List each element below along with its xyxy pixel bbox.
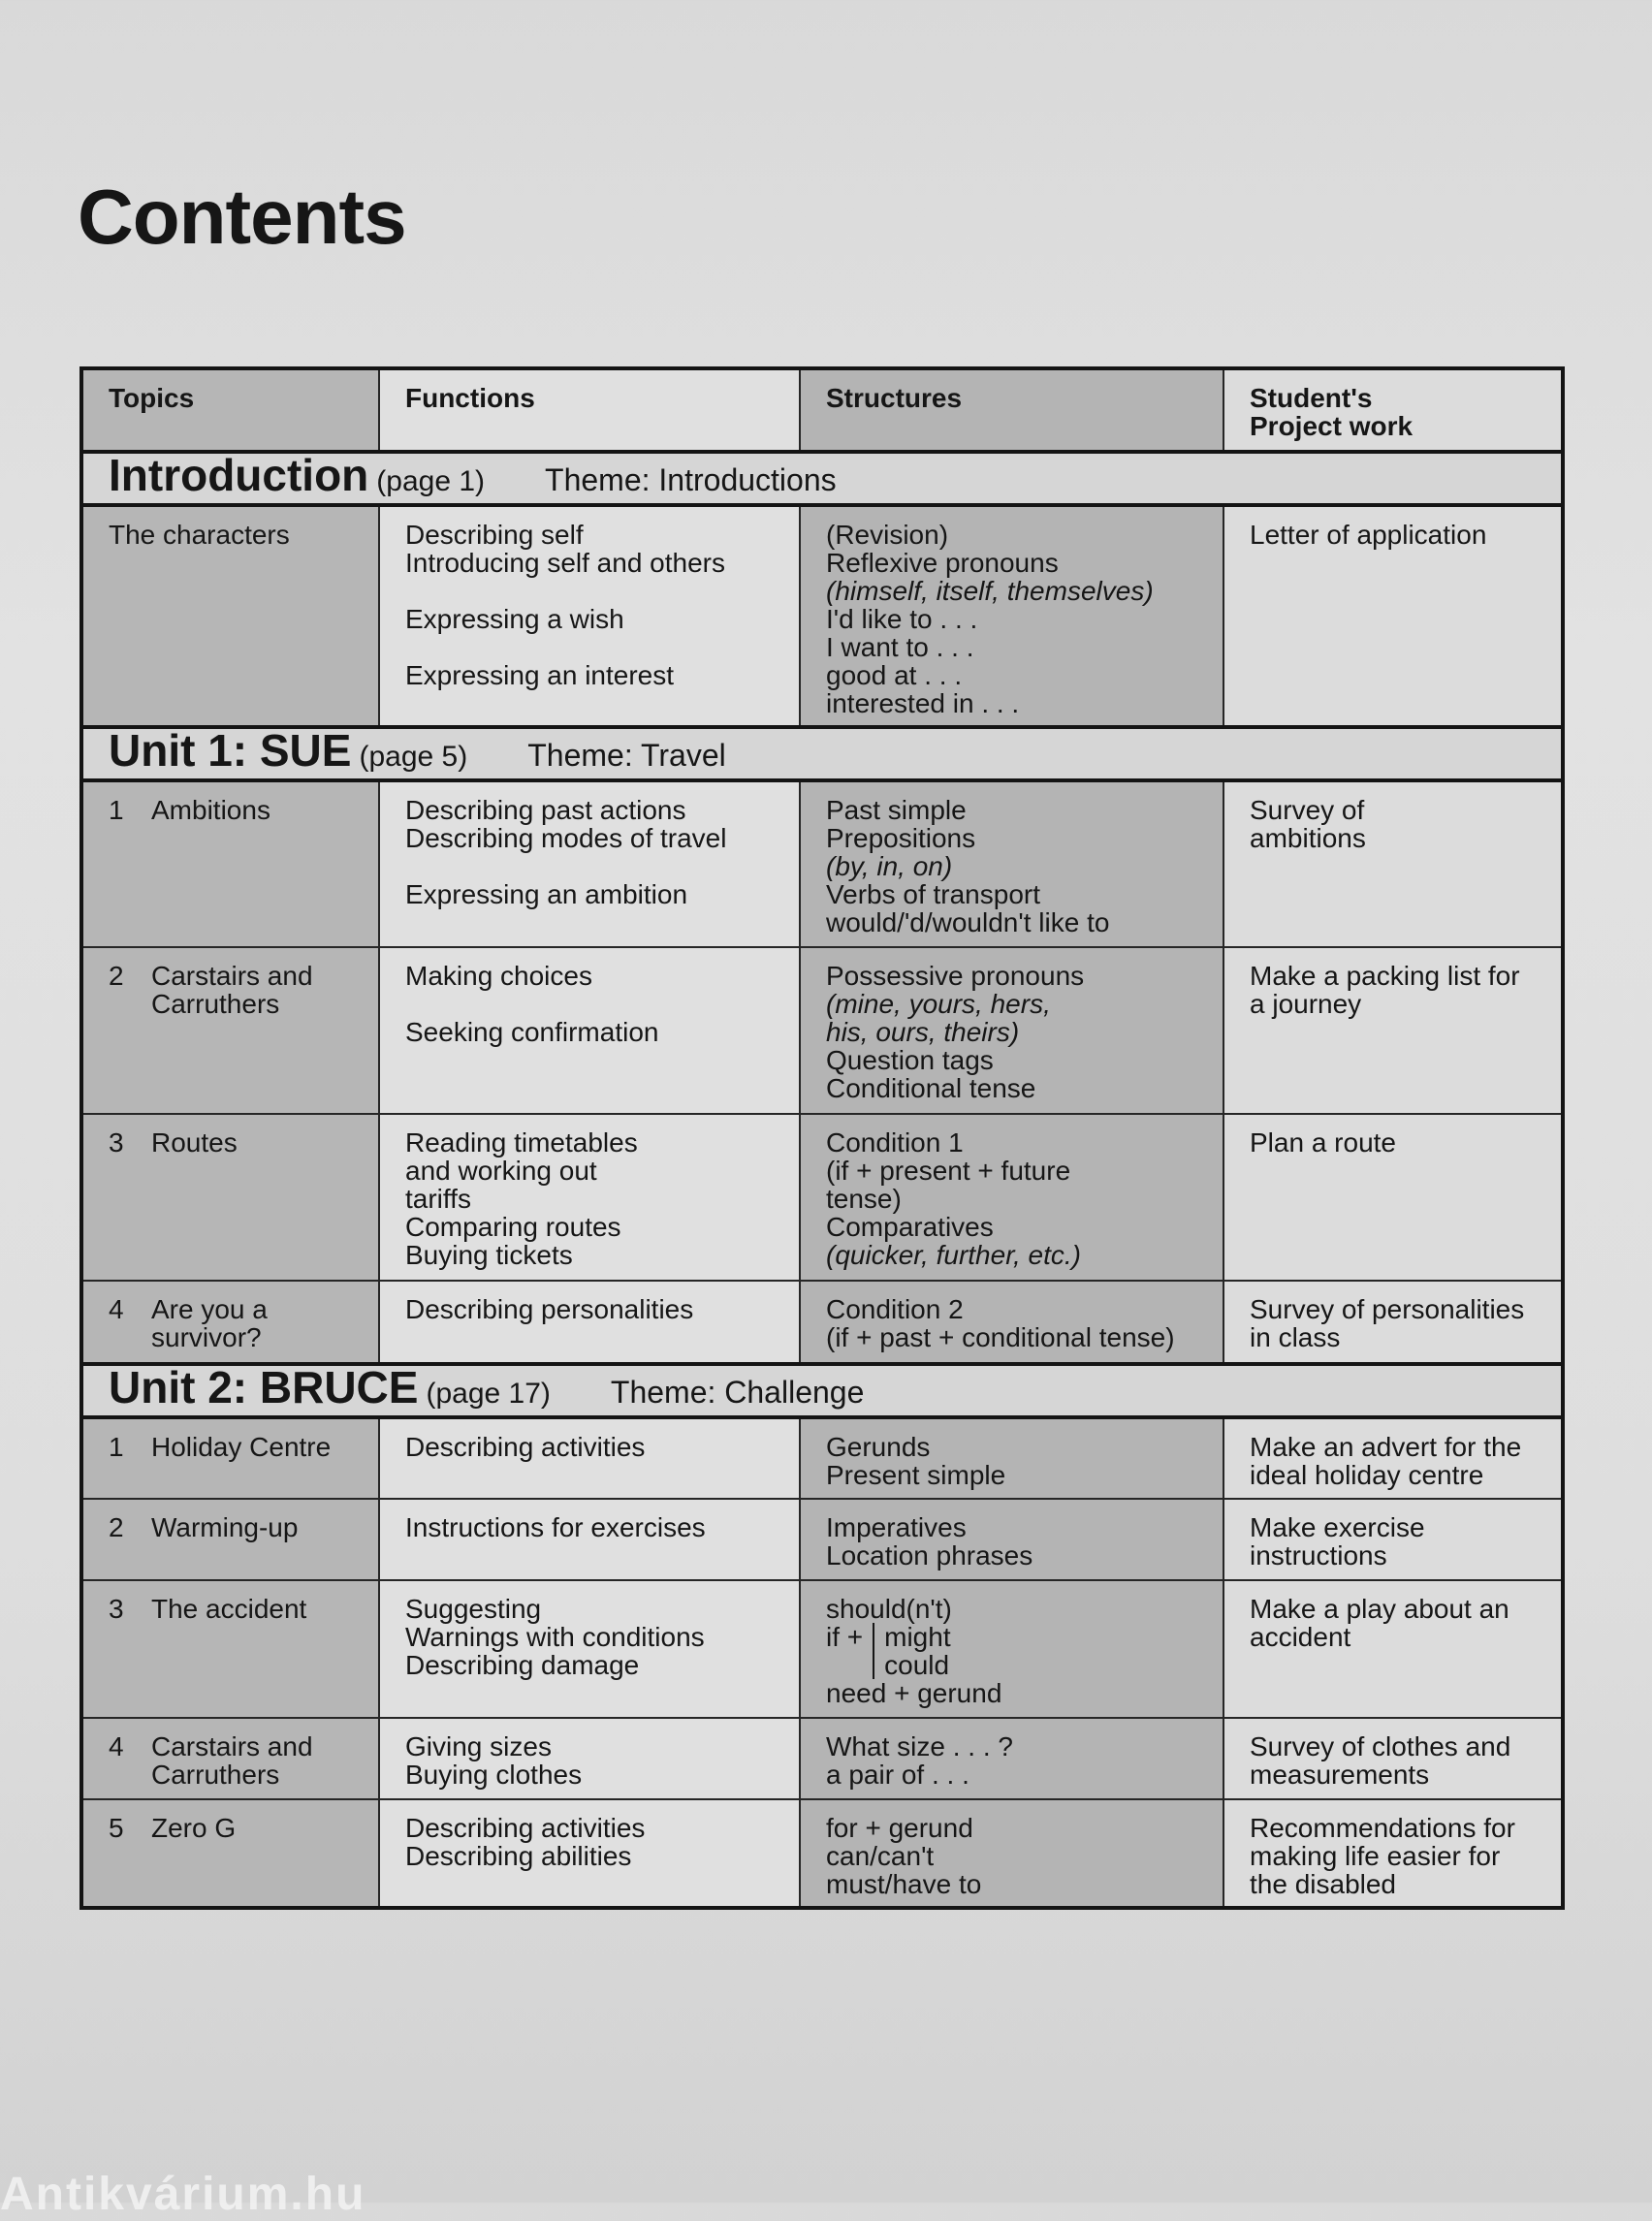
function-item: Making choices (405, 961, 592, 991)
topic-name: Holiday Centre (151, 1432, 332, 1462)
function-item: Buying clothes (405, 1760, 583, 1790)
topic-name: Carstairs and (151, 961, 313, 991)
function-item: Describing personalities (405, 1294, 694, 1324)
function-item: Reading timetables (405, 1127, 638, 1158)
structure-item: Comparatives (826, 1212, 994, 1242)
function-item: Comparing routes (405, 1212, 621, 1242)
structure-item: (quicker, further, etc.) (826, 1240, 1081, 1270)
topic-name: Warming-up (151, 1512, 299, 1542)
table-row (81, 780, 1563, 947)
structure-item: Question tags (826, 1045, 994, 1075)
structure-item: Conditional tense (826, 1073, 1036, 1103)
topic-name: The accident (151, 1594, 307, 1624)
table-row (81, 1580, 1563, 1718)
function-item: Describing modes of travel (405, 823, 727, 853)
topic-name: Zero G (151, 1813, 237, 1843)
structure-item: should(n't) (826, 1594, 952, 1624)
conditional-structure (826, 1623, 1213, 1679)
header-row (81, 368, 1563, 452)
table-row (81, 1417, 1563, 1499)
topic-number: 2 (109, 1512, 124, 1542)
structure-item: Gerunds (826, 1432, 931, 1462)
function-item: Describing activities (405, 1432, 646, 1462)
topic-number: 4 (109, 1731, 124, 1761)
section-page: (page 1) (376, 465, 486, 497)
table-row (81, 1718, 1563, 1799)
project-item: Make a play about an (1250, 1594, 1509, 1624)
structure-item: (himself, itself, themselves) (826, 576, 1154, 606)
function-item: Expressing a wish (405, 604, 624, 634)
structure-item: Present simple (826, 1460, 1006, 1490)
structure-item: Reflexive pronouns (826, 548, 1059, 578)
project-item: Survey of (1250, 795, 1365, 825)
project-item: Recommendations for (1250, 1813, 1515, 1843)
structure-item: good at . . . (826, 660, 963, 690)
page-title: Contents (78, 174, 406, 260)
project-item: accident (1250, 1622, 1351, 1652)
project-item: the disabled (1250, 1869, 1397, 1899)
structure-item: (if + present + future (826, 1156, 1071, 1186)
function-item: Giving sizes (405, 1731, 552, 1761)
section-page: (page 5) (359, 741, 468, 773)
header-structures: Structures (800, 368, 1223, 452)
function-item: Introducing self and others (405, 548, 725, 578)
section-unit-1 (81, 727, 1563, 780)
project-item: in class (1250, 1322, 1341, 1352)
topic-name: survivor? (151, 1322, 262, 1352)
structures-cell (800, 505, 1223, 727)
function-item: Describing past actions (405, 795, 686, 825)
structure-item: can/can't (826, 1841, 935, 1871)
topic-number: 3 (109, 1127, 124, 1158)
section-title: Unit 1: SUE (109, 725, 352, 776)
function-item: Describing activities (405, 1813, 646, 1843)
project-item: Letter of application (1250, 520, 1487, 550)
structure-item: (by, in, on) (826, 851, 953, 881)
structure-item: Location phrases (826, 1540, 1033, 1571)
section-theme: Theme: Travel (527, 738, 726, 773)
structure-item: would/'d/wouldn't like to (826, 907, 1110, 937)
structure-item: might (884, 1622, 951, 1652)
section-theme: Theme: Introductions (545, 462, 837, 497)
header-project-work (1223, 368, 1563, 452)
section-title: Unit 2: BRUCE (109, 1362, 419, 1412)
header-functions: Functions (379, 368, 800, 452)
structure-item: could (884, 1650, 950, 1680)
project-item: Make exercise (1250, 1512, 1425, 1542)
structure-item: (Revision) (826, 520, 949, 550)
structure-item: Past simple (826, 795, 967, 825)
project-item: ideal holiday centre (1250, 1460, 1484, 1490)
function-item: Expressing an ambition (405, 879, 688, 909)
structure-item: his, ours, theirs) (826, 1017, 1020, 1047)
project-cell (1223, 505, 1563, 727)
project-item: Make an advert for the (1250, 1432, 1522, 1462)
section-page: (page 17) (426, 1378, 551, 1410)
table-row (81, 505, 1563, 727)
section-theme: Theme: Challenge (610, 1375, 865, 1410)
structure-item: interested in . . . (826, 688, 1020, 718)
function-item: and working out (405, 1156, 597, 1186)
project-item: Plan a route (1250, 1127, 1396, 1158)
topic-number: 3 (109, 1594, 124, 1624)
structure-item: a pair of . . . (826, 1760, 969, 1790)
structure-item: must/have to (826, 1869, 982, 1899)
header-project-line1: Student's (1250, 383, 1373, 413)
structure-item: for + gerund (826, 1813, 973, 1843)
section-unit-2 (81, 1364, 1563, 1417)
section-title: Introduction (109, 450, 369, 500)
function-item: Suggesting (405, 1594, 542, 1624)
project-item: measurements (1250, 1760, 1430, 1790)
structure-item: tense) (826, 1184, 902, 1214)
structure-item: if + (826, 1622, 864, 1652)
structure-item: Verbs of transport (826, 879, 1041, 909)
structure-item: Condition 1 (826, 1127, 964, 1158)
contents-table (79, 366, 1565, 1910)
topic-name: Are you a (151, 1294, 268, 1324)
topic-name: The characters (109, 520, 290, 550)
topic-number: 1 (109, 1432, 124, 1462)
structure-item: What size . . . ? (826, 1731, 1013, 1761)
function-item: Describing abilities (405, 1841, 632, 1871)
function-item: Seeking confirmation (405, 1017, 659, 1047)
topic-cell (81, 505, 379, 727)
structure-item: (mine, yours, hers, (826, 989, 1051, 1019)
structure-item: Possessive pronouns (826, 961, 1085, 991)
function-item: Describing damage (405, 1650, 640, 1680)
section-introduction (81, 452, 1563, 505)
functions-cell (379, 505, 800, 727)
structure-item: I'd like to . . . (826, 604, 978, 634)
topic-name: Carruthers (151, 1760, 280, 1790)
structure-item: Prepositions (826, 823, 976, 853)
table-row (81, 1114, 1563, 1281)
topic-name: Carruthers (151, 989, 280, 1019)
project-item: making life easier for (1250, 1841, 1501, 1871)
structure-item: Condition 2 (826, 1294, 964, 1324)
project-item: Survey of personalities (1250, 1294, 1525, 1324)
function-item: Instructions for exercises (405, 1512, 706, 1542)
watermark: Antikvárium.hu (0, 2169, 366, 2220)
project-item: Make a packing list for (1250, 961, 1520, 991)
function-item: Expressing an interest (405, 660, 675, 690)
structure-item: (if + past + conditional tense) (826, 1322, 1175, 1352)
function-item: Describing self (405, 520, 584, 550)
project-item: a journey (1250, 989, 1362, 1019)
function-item: Warnings with conditions (405, 1622, 705, 1652)
structure-item: need + gerund (826, 1678, 1002, 1708)
table-row (81, 1499, 1563, 1580)
topic-number: 2 (109, 961, 124, 991)
table-row (81, 1281, 1563, 1364)
topic-name: Carstairs and (151, 1731, 313, 1761)
header-topics: Topics (81, 368, 379, 452)
function-item: tariffs (405, 1184, 471, 1214)
table-row (81, 1799, 1563, 1908)
topic-number: 5 (109, 1813, 124, 1843)
structure-item: I want to . . . (826, 632, 974, 662)
project-item: Survey of clothes and (1250, 1731, 1511, 1761)
topic-number: 4 (109, 1294, 124, 1324)
table-row (81, 947, 1563, 1114)
header-project-line2: Project work (1250, 411, 1414, 441)
function-item: Buying tickets (405, 1240, 573, 1270)
topic-name: Ambitions (151, 795, 270, 825)
project-item: instructions (1250, 1540, 1387, 1571)
topic-number: 1 (109, 795, 124, 825)
project-item: ambitions (1250, 823, 1366, 853)
structure-item: Imperatives (826, 1512, 967, 1542)
topic-name: Routes (151, 1127, 238, 1158)
